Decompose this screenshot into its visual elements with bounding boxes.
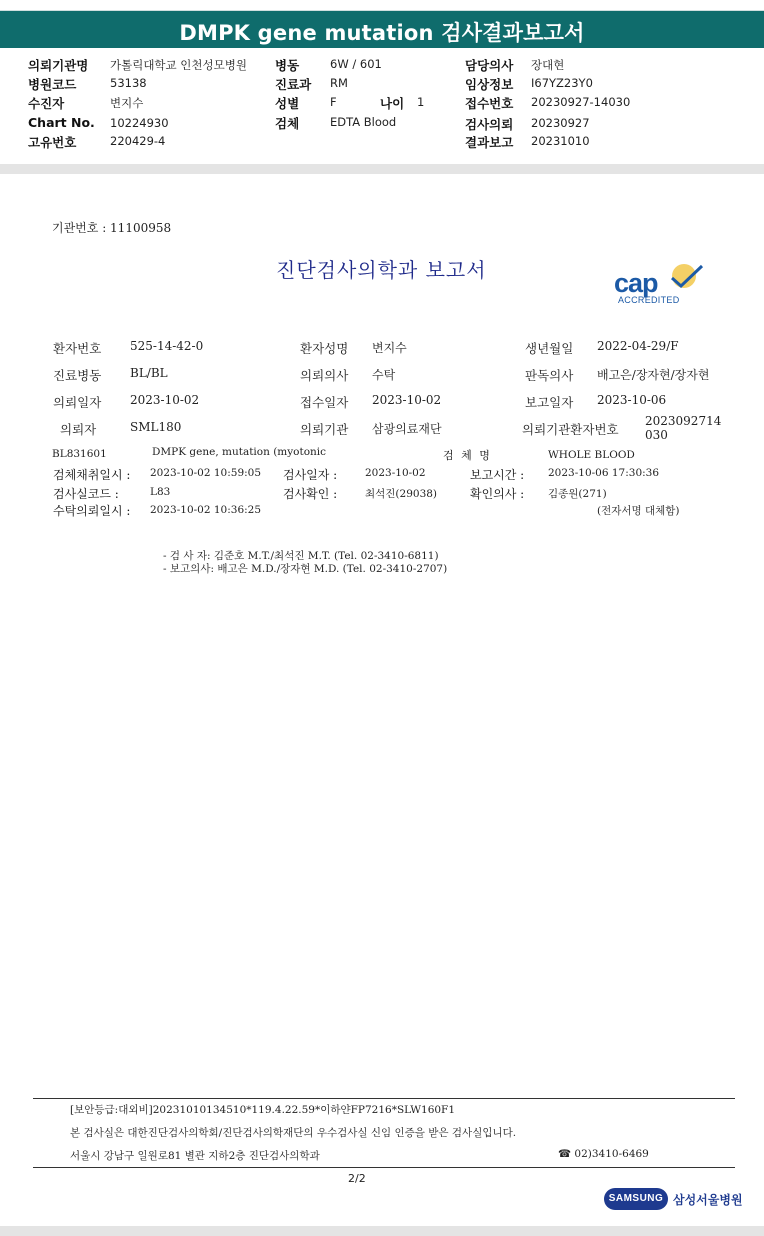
report-title: DMPK gene mutation 검사결과보고서 [179, 21, 585, 45]
field-value: EDTA Blood [330, 115, 397, 129]
requesting-institution-label: 의뢰기관 [300, 422, 349, 437]
field-label: 결과보고 [465, 135, 514, 150]
field-value: 20231010 [531, 134, 590, 148]
report-date-value: 2023-10-06 [597, 393, 667, 407]
field-label: 담당의사 [465, 58, 514, 73]
requester-label: 의뢰자 [60, 422, 97, 437]
patient-number-label: 환자번호 [53, 341, 102, 356]
field-value: F [330, 95, 337, 109]
patient-name-value: 변지수 [372, 341, 407, 355]
signature-note: (전자서명 대체함) [597, 505, 680, 517]
header-separator [0, 164, 764, 174]
birthdate-value: 2022-04-29/F [597, 339, 679, 353]
field-label: 의뢰기관명 [28, 58, 89, 73]
test-code: BL831601 [52, 448, 107, 460]
consignment-datetime-label: 수탁의뢰일시 : [53, 504, 131, 518]
cap-logo-sub: ACCREDITED [618, 295, 680, 305]
request-date-value: 2023-10-02 [130, 393, 200, 407]
field-value: RM [330, 76, 348, 90]
patient-number-value: 525-14-42-0 [130, 339, 204, 353]
institution-patient-number-value: 2023092714030 [645, 414, 722, 442]
lab-code-value: L83 [150, 486, 171, 498]
field-label: 임상정보 [465, 77, 514, 92]
field-value: 10224930 [110, 116, 169, 130]
title-bar [0, 10, 764, 48]
footer-band [0, 1226, 764, 1236]
institution-value: 11100958 [110, 221, 172, 235]
field-label: 수진자 [28, 96, 65, 111]
field-value: 변지수 [110, 96, 144, 110]
field-value: 220429-4 [110, 134, 166, 148]
field-label: 검체 [275, 116, 300, 131]
certification-line: 본 검사실은 대한진단검사의학회/진단검사의학재단의 우수검사실 신임 인증을 받은 검사실입니다. [70, 1127, 517, 1139]
test-date-value: 2023-10-02 [365, 467, 426, 479]
field-value: I67YZ23Y0 [531, 76, 593, 90]
receipt-date-value: 2023-10-02 [372, 393, 442, 407]
consignment-datetime-value: 2023-10-02 10:36:25 [150, 504, 262, 516]
field-label: 병원코드 [28, 77, 77, 92]
institution-number: 기관번호 : 11100958 [52, 221, 172, 235]
institution-label: 기관번호 [52, 221, 99, 235]
patient-name-label: 환자성명 [300, 341, 349, 356]
lab-code-label: 검사실코드 : [53, 487, 119, 501]
collection-datetime-value: 2023-10-02 10:59:05 [150, 467, 262, 479]
cap-check-icon [666, 262, 706, 294]
field-value: 장대현 [531, 58, 565, 72]
field-value: 53138 [110, 76, 147, 90]
footer-divider [33, 1098, 735, 1099]
field-value: 20230927-14030 [531, 95, 631, 109]
samsung-logo: SAMSUNG [604, 1188, 668, 1210]
confirm-doctor-label: 확인의사 : [470, 487, 525, 501]
footer-divider [33, 1167, 735, 1168]
field-value: 20230927 [531, 116, 590, 130]
receipt-date-label: 접수일자 [300, 395, 349, 410]
test-confirm-value: 최석진(29038) [365, 488, 438, 500]
cap-logo-word: cap [614, 268, 658, 298]
ward-value: BL/BL [130, 366, 168, 380]
header-row [28, 56, 88, 74]
field-value: 가톨릭대학교 인천성모병원 [110, 58, 247, 72]
reading-doctor-label: 판독의사 [525, 368, 574, 383]
request-date-label: 의뢰일자 [53, 395, 102, 410]
field-label: 접수번호 [465, 96, 514, 111]
address-line: 서울시 강남구 일원로81 별관 지하2층 진단검사의학과 [70, 1150, 320, 1162]
report-date-label: 보고일자 [525, 395, 574, 410]
requesting-doctor-label: 의뢰의사 [300, 368, 349, 383]
staff-line: - 보고의사: 배고은 M.D./장자현 M.D. (Tel. 02-3410-2707) [163, 563, 448, 575]
report-time-value: 2023-10-06 17:30:36 [548, 467, 660, 479]
field-label: 성별 [275, 96, 300, 111]
cap-accredited-logo [608, 262, 718, 310]
phone-line: ☎ 02)3410-6469 [558, 1148, 649, 1160]
collection-datetime-label: 검체채취일시 : [53, 468, 131, 482]
confirm-doctor-value: 김종원(271) [548, 488, 607, 500]
test-date-label: 검사일자 : [283, 468, 338, 482]
report-time-label: 보고시간 : [470, 468, 525, 482]
institution-patient-number-label: 의뢰기관환자번호 [522, 422, 619, 437]
test-name: DMPK gene, mutation (myotonic [152, 446, 327, 458]
header-info [0, 54, 764, 162]
requesting-institution-value: 삼광의료재단 [372, 422, 442, 436]
field-label: 검사의뢰 [465, 117, 514, 132]
test-confirm-label: 검사확인 : [283, 487, 338, 501]
report-heading: 진단검사의학과 보고서 [276, 258, 487, 282]
specimen-label: 검 체 명 [443, 449, 492, 462]
ward-label: 진료병동 [53, 368, 102, 383]
hospital-name: 삼성서울병원 [673, 1193, 743, 1207]
field-value: 6W / 601 [330, 57, 382, 71]
field-value: 1 [417, 95, 425, 109]
birthdate-label: 생년월일 [525, 341, 574, 356]
requesting-doctor-value: 수탁 [372, 368, 396, 382]
field-label: 진료과 [275, 77, 312, 92]
field-label: 나이 [380, 96, 405, 111]
requester-value: SML180 [130, 420, 182, 434]
field-label: 고유번호 [28, 135, 77, 150]
security-line: [보안등급:대외비]20231010134510*119.4.22.59*이하얀FP7216*SLW160F1 [70, 1104, 456, 1116]
field-label: 병동 [275, 58, 300, 73]
reading-doctor-value: 배고은/장자현/장자현 [597, 368, 710, 382]
specimen-value: WHOLE BLOOD [548, 449, 635, 461]
page-number: 2/2 [348, 1172, 366, 1185]
staff-line: - 검 사 자: 김준호 M.T./최석진 M.T. (Tel. 02-3410-6811) [163, 550, 439, 562]
field-label: Chart No. [28, 115, 95, 130]
